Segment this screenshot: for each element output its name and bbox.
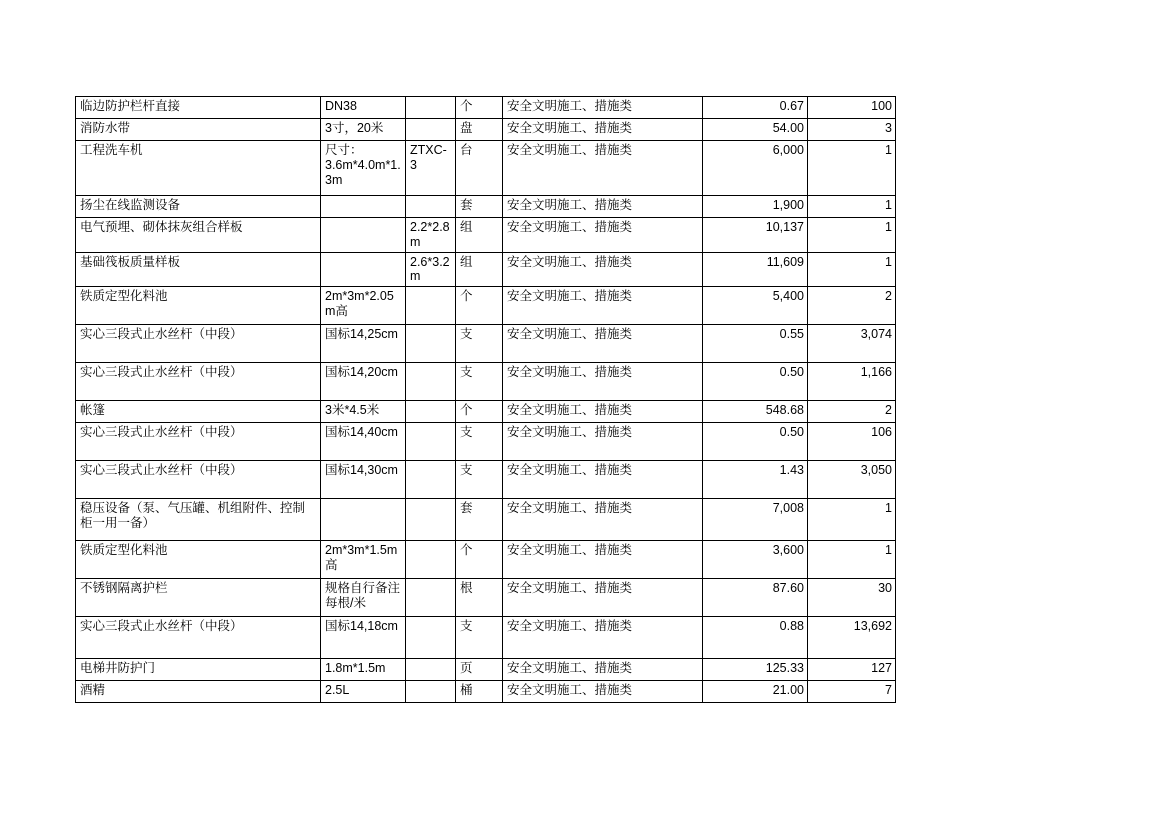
- cell-unit[interactable]: 个: [456, 541, 503, 579]
- cell-model[interactable]: [406, 579, 456, 617]
- cell-model[interactable]: [406, 541, 456, 579]
- table-row[interactable]: [76, 423, 896, 461]
- cell-name[interactable]: 实心三段式止水丝杆（中段）: [76, 461, 321, 499]
- cell-spec[interactable]: [321, 499, 406, 541]
- cell-unit[interactable]: 支: [456, 325, 503, 363]
- cell-spec[interactable]: 2m*3m*2.05m高: [321, 287, 406, 325]
- table-row[interactable]: [76, 363, 896, 401]
- cell-spec[interactable]: 1.8m*1.5m: [321, 659, 406, 681]
- cell-unit[interactable]: 根: [456, 579, 503, 617]
- cell-model[interactable]: [406, 617, 456, 659]
- cell-model[interactable]: [406, 119, 456, 141]
- cell-category[interactable]: 安全文明施工、措施类: [503, 659, 703, 681]
- cell-price[interactable]: 1.43: [703, 461, 808, 499]
- cell-model[interactable]: [406, 196, 456, 218]
- cell-spec[interactable]: DN38: [321, 97, 406, 119]
- cell-category[interactable]: 安全文明施工、措施类: [503, 499, 703, 541]
- cell-model[interactable]: 2.6*3.2m: [406, 252, 456, 287]
- cell-unit[interactable]: 页: [456, 659, 503, 681]
- cell-name[interactable]: 扬尘在线监测设备: [76, 196, 321, 218]
- cell-name[interactable]: 电气预埋、砌体抹灰组合样板: [76, 218, 321, 253]
- table-row[interactable]: [76, 659, 896, 681]
- cell-qty[interactable]: 1,166: [808, 363, 896, 401]
- cell-price[interactable]: 5,400: [703, 287, 808, 325]
- cell-qty[interactable]: 106: [808, 423, 896, 461]
- cell-qty[interactable]: 1: [808, 141, 896, 196]
- spreadsheet-area: [75, 96, 895, 703]
- cell-unit[interactable]: 套: [456, 196, 503, 218]
- cell-qty[interactable]: 1: [808, 541, 896, 579]
- cell-qty[interactable]: 1: [808, 252, 896, 287]
- table-row[interactable]: [76, 119, 896, 141]
- cell-spec[interactable]: [321, 218, 406, 253]
- table-row[interactable]: [76, 252, 896, 287]
- cell-unit[interactable]: 个: [456, 401, 503, 423]
- cell-spec[interactable]: 3寸，20米: [321, 119, 406, 141]
- cell-model[interactable]: [406, 401, 456, 423]
- cell-name[interactable]: 铁质定型化料池: [76, 541, 321, 579]
- cell-name[interactable]: 电梯井防护门: [76, 659, 321, 681]
- cell-category[interactable]: 安全文明施工、措施类: [503, 681, 703, 703]
- table-row[interactable]: [76, 196, 896, 218]
- cell-price[interactable]: 0.50: [703, 363, 808, 401]
- cell-spec[interactable]: [321, 196, 406, 218]
- cell-unit[interactable]: 支: [456, 363, 503, 401]
- cell-model[interactable]: [406, 287, 456, 325]
- materials-table: [75, 96, 896, 703]
- cell-qty[interactable]: 13,692: [808, 617, 896, 659]
- cell-category[interactable]: 安全文明施工、措施类: [503, 325, 703, 363]
- cell-price[interactable]: 0.88: [703, 617, 808, 659]
- table-row[interactable]: [76, 617, 896, 659]
- cell-category[interactable]: 安全文明施工、措施类: [503, 541, 703, 579]
- cell-name[interactable]: 帐篷: [76, 401, 321, 423]
- cell-unit[interactable]: 支: [456, 423, 503, 461]
- cell-spec[interactable]: 2m*3m*1.5m高: [321, 541, 406, 579]
- cell-qty[interactable]: 1: [808, 218, 896, 253]
- cell-name[interactable]: 实心三段式止水丝杆（中段）: [76, 325, 321, 363]
- cell-qty[interactable]: 30: [808, 579, 896, 617]
- cell-category[interactable]: 安全文明施工、措施类: [503, 141, 703, 196]
- cell-price[interactable]: 1,900: [703, 196, 808, 218]
- cell-name[interactable]: 酒精: [76, 681, 321, 703]
- cell-category[interactable]: 安全文明施工、措施类: [503, 461, 703, 499]
- cell-price[interactable]: 11,609: [703, 252, 808, 287]
- table-row[interactable]: [76, 579, 896, 617]
- cell-category[interactable]: 安全文明施工、措施类: [503, 423, 703, 461]
- cell-category[interactable]: 安全文明施工、措施类: [503, 363, 703, 401]
- table-row[interactable]: [76, 287, 896, 325]
- table-row[interactable]: [76, 141, 896, 196]
- table-row[interactable]: [76, 499, 896, 541]
- cell-name[interactable]: 工程洗车机: [76, 141, 321, 196]
- table-body: [76, 97, 896, 703]
- cell-category[interactable]: 安全文明施工、措施类: [503, 287, 703, 325]
- cell-name[interactable]: 实心三段式止水丝杆（中段）: [76, 617, 321, 659]
- cell-unit[interactable]: 组: [456, 218, 503, 253]
- cell-category[interactable]: 安全文明施工、措施类: [503, 401, 703, 423]
- cell-name[interactable]: 稳压设备（泵、气压罐、机组附件、控制柜一用一备）: [76, 499, 321, 541]
- cell-spec[interactable]: 尺寸：3.6m*4.0m*1.3m: [321, 141, 406, 196]
- cell-price[interactable]: 7,008: [703, 499, 808, 541]
- cell-model[interactable]: [406, 499, 456, 541]
- table-row[interactable]: [76, 401, 896, 423]
- table-row[interactable]: [76, 218, 896, 253]
- cell-price[interactable]: 548.68: [703, 401, 808, 423]
- cell-spec[interactable]: 2.5L: [321, 681, 406, 703]
- cell-name[interactable]: 铁质定型化料池: [76, 287, 321, 325]
- cell-unit[interactable]: 套: [456, 499, 503, 541]
- cell-qty[interactable]: 2: [808, 401, 896, 423]
- cell-price[interactable]: 10,137: [703, 218, 808, 253]
- cell-spec[interactable]: 3米*4.5米: [321, 401, 406, 423]
- cell-qty[interactable]: 100: [808, 97, 896, 119]
- cell-spec[interactable]: 国标14,25cm: [321, 325, 406, 363]
- cell-model[interactable]: [406, 461, 456, 499]
- table-row[interactable]: [76, 325, 896, 363]
- cell-qty[interactable]: 127: [808, 659, 896, 681]
- cell-price[interactable]: 21.00: [703, 681, 808, 703]
- cell-model[interactable]: [406, 659, 456, 681]
- table-row[interactable]: [76, 461, 896, 499]
- cell-model[interactable]: [406, 363, 456, 401]
- cell-unit[interactable]: 台: [456, 141, 503, 196]
- cell-unit[interactable]: 个: [456, 287, 503, 325]
- table-row[interactable]: [76, 97, 896, 119]
- cell-category[interactable]: 安全文明施工、措施类: [503, 579, 703, 617]
- cell-qty[interactable]: 3,074: [808, 325, 896, 363]
- cell-qty[interactable]: 2: [808, 287, 896, 325]
- cell-price[interactable]: 87.60: [703, 579, 808, 617]
- cell-spec[interactable]: 国标14,20cm: [321, 363, 406, 401]
- cell-unit[interactable]: 组: [456, 252, 503, 287]
- cell-name[interactable]: 消防水带: [76, 119, 321, 141]
- cell-model[interactable]: ZTXC-3: [406, 141, 456, 196]
- cell-price[interactable]: 6,000: [703, 141, 808, 196]
- cell-spec[interactable]: 规格自行备注每根/米: [321, 579, 406, 617]
- cell-unit[interactable]: 支: [456, 617, 503, 659]
- cell-price[interactable]: 0.55: [703, 325, 808, 363]
- cell-name[interactable]: 实心三段式止水丝杆（中段）: [76, 363, 321, 401]
- cell-name[interactable]: 不锈钢隔离护栏: [76, 579, 321, 617]
- cell-name[interactable]: 实心三段式止水丝杆（中段）: [76, 423, 321, 461]
- cell-model[interactable]: [406, 423, 456, 461]
- cell-unit[interactable]: 个: [456, 97, 503, 119]
- cell-model[interactable]: [406, 325, 456, 363]
- cell-name[interactable]: 临边防护栏杆直接: [76, 97, 321, 119]
- cell-model[interactable]: [406, 681, 456, 703]
- cell-qty[interactable]: 3,050: [808, 461, 896, 499]
- cell-category[interactable]: 安全文明施工、措施类: [503, 196, 703, 218]
- cell-spec[interactable]: 国标14,30cm: [321, 461, 406, 499]
- cell-category[interactable]: 安全文明施工、措施类: [503, 252, 703, 287]
- table-row[interactable]: [76, 681, 896, 703]
- cell-category[interactable]: 安全文明施工、措施类: [503, 617, 703, 659]
- cell-category[interactable]: 安全文明施工、措施类: [503, 218, 703, 253]
- cell-price[interactable]: 0.50: [703, 423, 808, 461]
- cell-category[interactable]: 安全文明施工、措施类: [503, 97, 703, 119]
- cell-price[interactable]: 54.00: [703, 119, 808, 141]
- cell-spec[interactable]: [321, 252, 406, 287]
- cell-name[interactable]: 基础筏板质量样板: [76, 252, 321, 287]
- cell-qty[interactable]: 1: [808, 499, 896, 541]
- cell-spec[interactable]: 国标14,40cm: [321, 423, 406, 461]
- cell-category[interactable]: 安全文明施工、措施类: [503, 119, 703, 141]
- cell-model[interactable]: 2.2*2.8m: [406, 218, 456, 253]
- cell-qty[interactable]: 7: [808, 681, 896, 703]
- cell-qty[interactable]: 1: [808, 196, 896, 218]
- cell-unit[interactable]: 支: [456, 461, 503, 499]
- cell-spec[interactable]: 国标14,18cm: [321, 617, 406, 659]
- cell-price[interactable]: 3,600: [703, 541, 808, 579]
- cell-unit[interactable]: 桶: [456, 681, 503, 703]
- cell-qty[interactable]: 3: [808, 119, 896, 141]
- cell-model[interactable]: [406, 97, 456, 119]
- cell-price[interactable]: 0.67: [703, 97, 808, 119]
- cell-unit[interactable]: 盘: [456, 119, 503, 141]
- table-row[interactable]: [76, 541, 896, 579]
- cell-price[interactable]: 125.33: [703, 659, 808, 681]
